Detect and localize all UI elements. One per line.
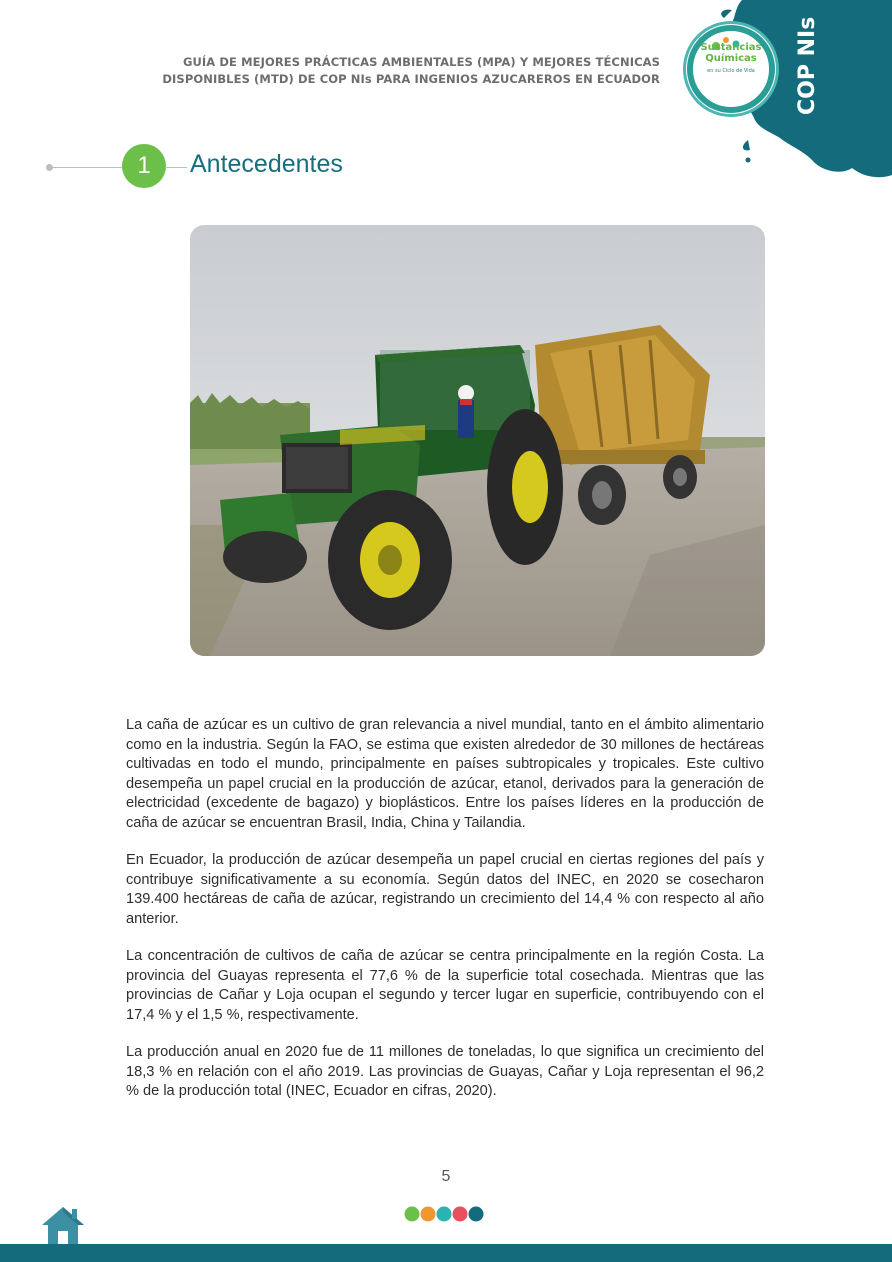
badge-subtitle: en su Ciclo de Vida xyxy=(707,68,755,74)
paragraph-1: La caña de azúcar es un cultivo de gran relevancia a nivel mundial, tanto en el ámbito alimentario como en la industria. Según la FAO, se estima que existen alrededor de 30 millones de hectáreas cultivadas en todo el mundo, principalmente en países subtropicales y tropicales. Este cultivo desempeña un papel crucial en la producción de azúcar, etanol, derivados para la generación de electricidad (excedente de bagazo) y bioplásticos. Entre los países líderes en la producción de caña de azúcar se encuentran Brasil, India, China y Tailandia. xyxy=(126,717,764,831)
dot-green xyxy=(405,1207,420,1222)
footer-bar xyxy=(0,1244,892,1262)
side-label-text: COP NIs xyxy=(795,16,820,115)
section-line-right xyxy=(165,167,187,168)
tractor-photo xyxy=(190,225,765,656)
side-label xyxy=(795,16,845,115)
dot-dark-teal xyxy=(469,1207,484,1222)
dot-teal xyxy=(437,1207,452,1222)
body-text xyxy=(126,716,764,1120)
paragraph-2: En Ecuador, la producción de azúcar desempeña un papel crucial en ciertas regiones del país y contribuye significativamente a su economía. Según datos del INEC, en 2020 se cosecharon 139.400 hectáreas de caña de azúcar, registrando un crecimiento del 14,4 % con respecto al año anterior. xyxy=(126,852,764,927)
section-line-left xyxy=(49,167,125,168)
badge-title-1: Sustancias xyxy=(700,42,762,53)
program-logo-badge xyxy=(683,21,779,117)
document-header-title xyxy=(150,54,660,88)
paragraph-4: La producción anual en 2020 fue de 11 millones de toneladas, lo que significa un crecimiento del 18,3 % en relación con el año 2019. Las provincias de Guayas, Cañar y Loja representan el 96,2 % de la producción total (INEC, Ecuador en cifras, 2020). xyxy=(126,1044,764,1099)
page-number: 5 xyxy=(441,1168,451,1185)
section-title: Antecedentes xyxy=(190,150,343,178)
home-icon[interactable] xyxy=(40,1205,86,1245)
header-line-2: DISPONIBLES (MTD) DE COP NIs PARA INGENIOS AZUCAREROS EN ECUADOR xyxy=(162,72,660,86)
badge-title-2: Químicas xyxy=(705,53,757,64)
dot-red xyxy=(453,1207,468,1222)
footer-color-dots xyxy=(404,1206,486,1222)
header-line-1: GUÍA DE MEJORES PRÁCTICAS AMBIENTALES (MPA) Y MEJORES TÉCNICAS xyxy=(182,55,660,69)
dot-orange xyxy=(421,1207,436,1222)
section-number-badge: 1 xyxy=(122,144,166,188)
paragraph-3: La concentración de cultivos de caña de azúcar se centra principalmente en la región Costa. La provincia del Guayas representa el 77,6 % de la superficie total cosechada. Mientras que las provincias de Cañar y Loja ocupan el segundo y tercer lugar en superficie, contribuyendo con el 17,4 % y el 1,5 %, respectivamente. xyxy=(126,948,764,1023)
